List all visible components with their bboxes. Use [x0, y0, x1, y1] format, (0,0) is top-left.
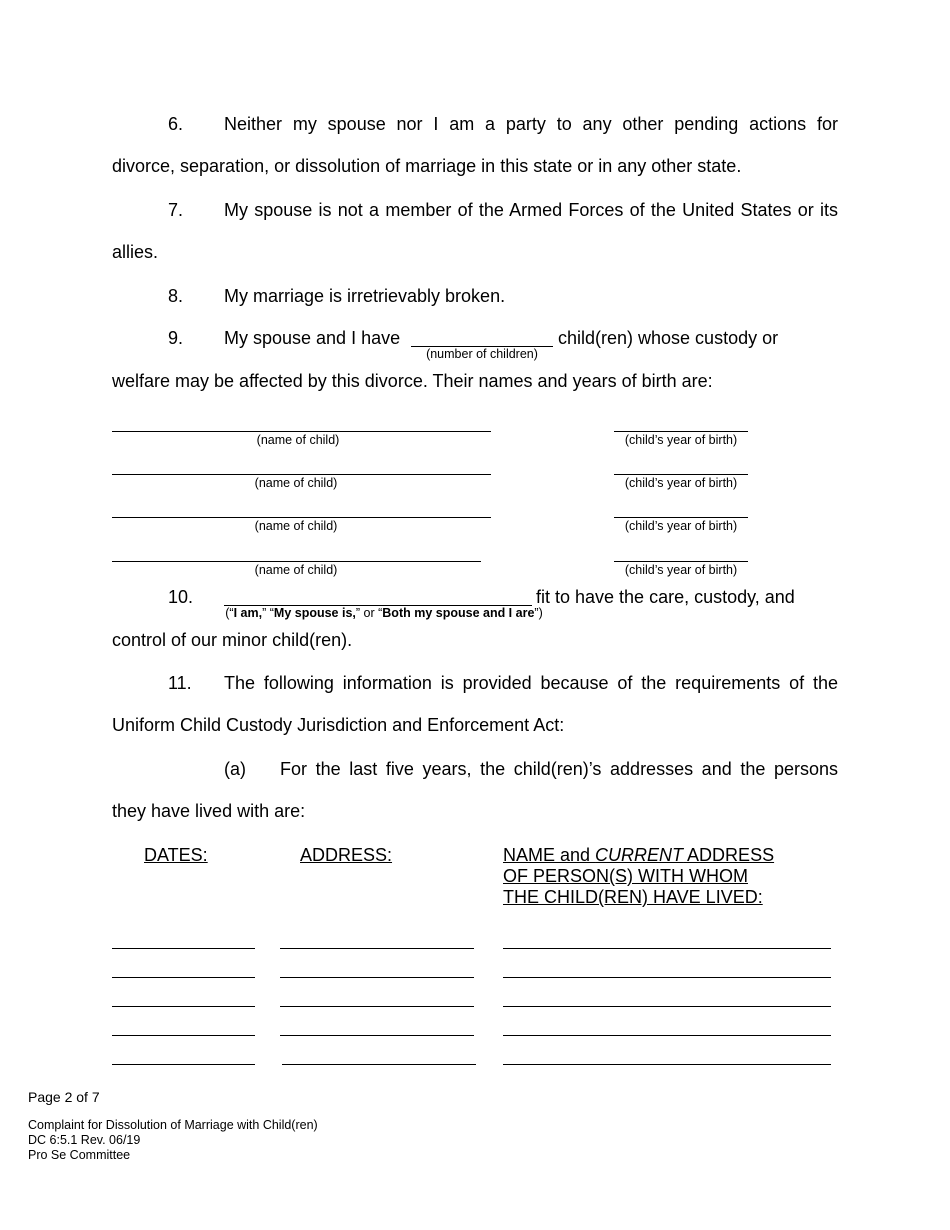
header-name-address-line-1: NAME and CURRENT ADDRESS [503, 845, 775, 865]
para-11a-line-2: they have lived with are: [112, 801, 306, 821]
para-10-text-after: fit to have the care, custody, and [536, 587, 795, 607]
child-name-field[interactable] [112, 517, 491, 518]
child-year-caption: (child’s year of birth) [624, 476, 738, 490]
para-10-line-2: control of our minor child(ren). [112, 630, 353, 650]
table-row-address-field[interactable] [280, 977, 474, 978]
para-11-line-1: The following information is provided because of the requirements of the [224, 673, 838, 693]
table-row-person-field[interactable] [503, 1035, 831, 1036]
committee: Pro Se Committee [28, 1148, 131, 1162]
table-row-address-field[interactable] [280, 1035, 474, 1036]
para-9-number: 9. [168, 328, 184, 348]
para-6-line-1: Neither my spouse nor I am a party to any other pending actions for [224, 114, 838, 134]
child-year-field[interactable] [614, 474, 748, 475]
para-6-number: 6. [168, 114, 184, 134]
para-7-line-2: allies. [112, 242, 159, 262]
table-row-dates-field[interactable] [112, 1064, 255, 1065]
child-name-caption: (name of child) [256, 433, 340, 447]
para-11a-line-1: For the last five years, the child(ren)’s addresses and the persons [280, 759, 838, 779]
table-row-dates-field[interactable] [112, 1035, 255, 1036]
table-row-person-field[interactable] [503, 1064, 831, 1065]
table-row-dates-field[interactable] [112, 948, 255, 949]
para-6-line-2: divorce, separation, or dissolution of marriage in this state or in any other state. [112, 156, 742, 176]
para-11a-label: (a) [224, 759, 246, 779]
table-row-dates-field[interactable] [112, 977, 255, 978]
child-name-caption: (name of child) [254, 563, 338, 577]
table-row-dates-field[interactable] [112, 1006, 255, 1007]
header-address: ADDRESS: [300, 845, 393, 865]
table-row-address-field[interactable] [282, 1064, 476, 1065]
table-row-person-field[interactable] [503, 948, 831, 949]
para-7-line-1: My spouse is not a member of the Armed Forces of the United States or its [224, 200, 838, 220]
child-year-field[interactable] [614, 561, 748, 562]
form-title: Complaint for Dissolution of Marriage with Child(ren) [28, 1118, 318, 1132]
para-10-number: 10. [168, 587, 194, 607]
child-year-field[interactable] [614, 431, 748, 432]
number-of-children-caption: (number of children) [426, 347, 538, 361]
para-9-text-after: child(ren) whose custody or [558, 328, 779, 348]
para-11-number: 11. [168, 673, 192, 693]
table-row-person-field[interactable] [503, 977, 831, 978]
child-year-caption: (child’s year of birth) [624, 519, 738, 533]
child-year-caption: (child’s year of birth) [624, 433, 738, 447]
child-name-field[interactable] [112, 474, 491, 475]
child-year-field[interactable] [614, 517, 748, 518]
para-7-number: 7. [168, 200, 184, 220]
table-row-address-field[interactable] [280, 1006, 474, 1007]
child-name-caption: (name of child) [254, 476, 338, 490]
para-11-line-2: Uniform Child Custody Jurisdiction and Enforcement Act: [112, 715, 565, 735]
child-name-field[interactable] [112, 431, 491, 432]
table-row-address-field[interactable] [280, 948, 474, 949]
para-9-line-2: welfare may be affected by this divorce. Their names and years of birth are: [112, 371, 713, 391]
page-number: Page 2 of 7 [28, 1089, 100, 1105]
header-name-address-line-3: THE CHILD(REN) HAVE LIVED: [503, 887, 763, 907]
form-code: DC 6:5.1 Rev. 06/19 [28, 1133, 141, 1147]
para-8-number: 8. [168, 286, 184, 306]
header-name-address-line-2: OF PERSON(S) WITH WHOM [503, 866, 748, 886]
header-dates: DATES: [144, 845, 208, 865]
child-year-caption: (child’s year of birth) [624, 563, 738, 577]
fit-party-caption: (“I am,” “My spouse is,” or “Both my spouse and I are”) [225, 606, 543, 620]
child-name-caption: (name of child) [254, 519, 338, 533]
para-8-text: My marriage is irretrievably broken. [224, 286, 506, 306]
table-row-person-field[interactable] [503, 1006, 831, 1007]
child-name-field[interactable] [112, 561, 481, 562]
para-9-text-before: My spouse and I have [224, 328, 401, 348]
